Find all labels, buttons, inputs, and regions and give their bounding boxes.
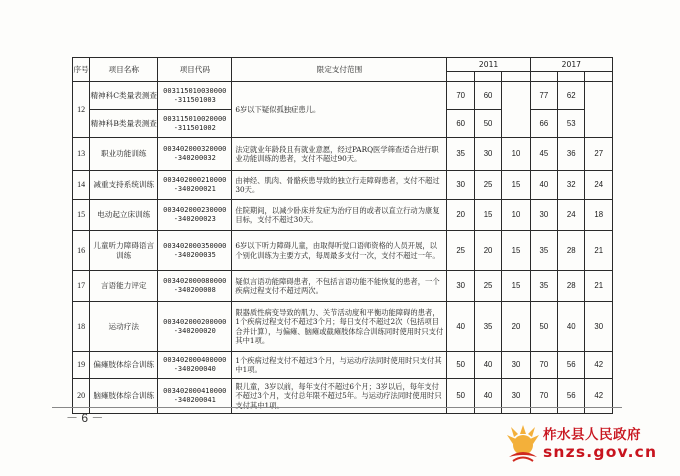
row-value-2011-b: 35 [474, 302, 501, 352]
row-item-code: 003402000230000 -340200023 [158, 200, 232, 231]
table-row [73, 379, 613, 414]
row-value-2011-a: 70 [447, 82, 474, 110]
header-sub-cell [447, 72, 474, 82]
row-value-2011-a: 50 [447, 352, 474, 379]
row-value-2017-c [585, 82, 613, 138]
row-value-2011-a: 25 [447, 231, 474, 271]
table-row [73, 138, 613, 171]
row-item-code: 003402000200000 -340200020 [158, 302, 232, 352]
row-value-2011-c: 30 [502, 352, 530, 379]
row-value-2011-a: 20 [447, 200, 474, 231]
row-value-2011-b: 25 [474, 271, 501, 302]
row-value-2017-b: 62 [558, 82, 585, 110]
header-sub-cell [502, 72, 530, 82]
row-value-2017-c: 30 [585, 302, 613, 352]
row-seq: 17 [73, 271, 90, 302]
header-payment-scope: 限定支付范围 [232, 58, 447, 82]
row-item-name: 精神科C类量表测查 [90, 82, 158, 110]
row-item-code: 003115010030000 -311501003 [158, 82, 232, 110]
row-value-2011-c: 15 [502, 271, 530, 302]
row-value-2011-b: 15 [474, 200, 501, 231]
government-emblem-icon [499, 417, 547, 465]
row-value-2017-b: 28 [558, 231, 585, 271]
row-value-2017-c: 21 [585, 271, 613, 302]
row-value-2011-c: 30 [502, 379, 530, 414]
table-row [73, 171, 613, 200]
row-value-2017-a: 40 [530, 171, 557, 200]
row-value-2017-b: 56 [558, 379, 585, 414]
header-seq: 序号 [73, 58, 90, 82]
row-value-2017-a: 70 [530, 379, 557, 414]
row-seq: 16 [73, 231, 90, 271]
row-payment-scope: 限儿童，3岁以前，每年支付不超过6个月；3岁以后，每年支付不超过3个月，支付总年限不超过5年。与运动疗法同时使用时只支付其中1项。 [232, 379, 447, 414]
row-seq: 12 [73, 82, 90, 138]
row-seq: 20 [73, 379, 90, 414]
row-value-2011-c: 15 [502, 171, 530, 200]
row-item-code: 003402000410000 -340200041 [158, 379, 232, 414]
row-value-2011-a: 30 [447, 271, 474, 302]
row-value-2017-b: 40 [558, 302, 585, 352]
row-value-2017-c: 24 [585, 171, 613, 200]
row-item-name: 精神科B类量表测查 [90, 110, 158, 138]
row-item-name: 脑瘫肢体综合训练 [90, 379, 158, 414]
row-item-code: 003402000350000 -340200035 [158, 231, 232, 271]
row-value-2011-a: 50 [447, 379, 474, 414]
row-value-2011-b: 25 [474, 171, 501, 200]
header-sub-cell [585, 72, 613, 82]
footer-divider [52, 407, 622, 408]
row-value-2011-b: 40 [474, 379, 501, 414]
row-item-name: 电动起立床训练 [90, 200, 158, 231]
row-item-code: 003402000320000 -340200032 [158, 138, 232, 171]
row-value-2017-c: 21 [585, 231, 613, 271]
row-value-2017-c: 42 [585, 379, 613, 414]
row-value-2011-a: 30 [447, 171, 474, 200]
row-item-name: 偏瘫肢体综合训练 [90, 352, 158, 379]
row-value-2011-c: 15 [502, 231, 530, 271]
header-sub-cell [558, 72, 585, 82]
row-payment-scope: 6岁以下疑似孤独症患儿。 [232, 82, 447, 138]
header-year-2017: 2017 [530, 58, 612, 72]
row-item-name: 儿童听力障碍语言训练 [90, 231, 158, 271]
page-number: － 6 － [66, 411, 104, 425]
table-row [73, 200, 613, 231]
row-item-name: 职业功能训练 [90, 138, 158, 171]
row-value-2011-c: 20 [502, 302, 530, 352]
row-value-2011-b: 20 [474, 231, 501, 271]
row-value-2011-c: 10 [502, 200, 530, 231]
row-payment-scope: 疑似言语功能障碍患者，不包括言语功能不能恢复的患者，一个疾病过程支付不超过两次。 [232, 271, 447, 302]
row-payment-scope: 6岁以下听力障碍儿童，由取得听觉口语师资格的人员开展，以个别化训练为主要方式，每周最多支付一次，支付不超过一年。 [232, 231, 447, 271]
row-value-2017-c: 27 [585, 138, 613, 171]
row-value-2011-b: 50 [474, 110, 501, 138]
row-value-2017-a: 77 [530, 82, 557, 110]
row-item-code: 003115010020000 -311501002 [158, 110, 232, 138]
row-value-2017-a: 35 [530, 271, 557, 302]
row-seq: 19 [73, 352, 90, 379]
row-seq: 18 [73, 302, 90, 352]
government-watermark [497, 417, 677, 473]
row-payment-scope: 由神经、肌肉、骨骼疾患导致的独立行走障碍患者，支付不超过30天。 [232, 171, 447, 200]
header-item-code: 项目代码 [158, 58, 232, 82]
row-payment-scope: 1个疾病过程支付不超过3个月，与运动疗法同时使用时只支付其中1项。 [232, 352, 447, 379]
row-value-2011-a: 60 [447, 110, 474, 138]
row-seq: 14 [73, 171, 90, 200]
row-value-2017-a: 45 [530, 138, 557, 171]
row-item-code: 003402000080000 -340200008 [158, 271, 232, 302]
row-value-2017-b: 56 [558, 352, 585, 379]
row-value-2017-c: 42 [585, 352, 613, 379]
header-sub-cell [530, 72, 557, 82]
row-item-name: 运动疗法 [90, 302, 158, 352]
row-value-2011-b: 60 [474, 82, 501, 110]
table-row [73, 231, 613, 271]
table-row [73, 82, 613, 110]
header-year-2011: 2011 [447, 58, 530, 72]
table-row [73, 302, 613, 352]
payment-scope-table [72, 57, 613, 414]
row-value-2017-c: 18 [585, 200, 613, 231]
row-item-name: 减重支持系统训练 [90, 171, 158, 200]
row-value-2011-b: 30 [474, 138, 501, 171]
row-item-code: 003402000210000 -340200021 [158, 171, 232, 200]
row-value-2011-a: 35 [447, 138, 474, 171]
row-value-2011-c [502, 82, 530, 138]
table-row [73, 271, 613, 302]
row-item-name: 言语能力评定 [90, 271, 158, 302]
row-value-2017-a: 50 [530, 302, 557, 352]
row-value-2011-a: 40 [447, 302, 474, 352]
row-payment-scope: 法定就业年龄段且有就业意愿，经过PARQ医学筛查适合进行职业功能训练的患者，支付不超过90天。 [232, 138, 447, 171]
row-value-2011-b: 40 [474, 352, 501, 379]
watermark-url[interactable]: snzs.gov.cn [543, 443, 658, 461]
row-value-2017-a: 30 [530, 200, 557, 231]
row-value-2017-b: 53 [558, 110, 585, 138]
row-value-2017-b: 24 [558, 200, 585, 231]
row-payment-scope: 限器质性病变导致的肌力、关节活动度和平衡功能障碍的患者，1个疾病过程支付不超过3个月；每日支付不超过2次（包括项目合并计算），与偏瘫、脑瘫或截瘫肢体综合训练同时使用时只支付其中1项。 [232, 302, 447, 352]
row-value-2017-b: 32 [558, 171, 585, 200]
table-row [73, 352, 613, 379]
row-value-2017-b: 28 [558, 271, 585, 302]
row-seq: 15 [73, 200, 90, 231]
row-item-code: 003402000400000 -340200040 [158, 352, 232, 379]
row-seq: 13 [73, 138, 90, 171]
row-value-2017-b: 36 [558, 138, 585, 171]
watermark-name: 柞水县人民政府 [543, 427, 641, 443]
header-sub-cell [474, 72, 501, 82]
row-payment-scope: 住院期间，以减少卧床并发症为治疗目的或者以直立行动为康复目标，支付不超过30天。 [232, 200, 447, 231]
row-value-2017-a: 70 [530, 352, 557, 379]
header-item-name: 项目名称 [90, 58, 158, 82]
row-value-2017-a: 35 [530, 231, 557, 271]
row-value-2017-a: 66 [530, 110, 557, 138]
row-value-2011-c: 10 [502, 138, 530, 171]
